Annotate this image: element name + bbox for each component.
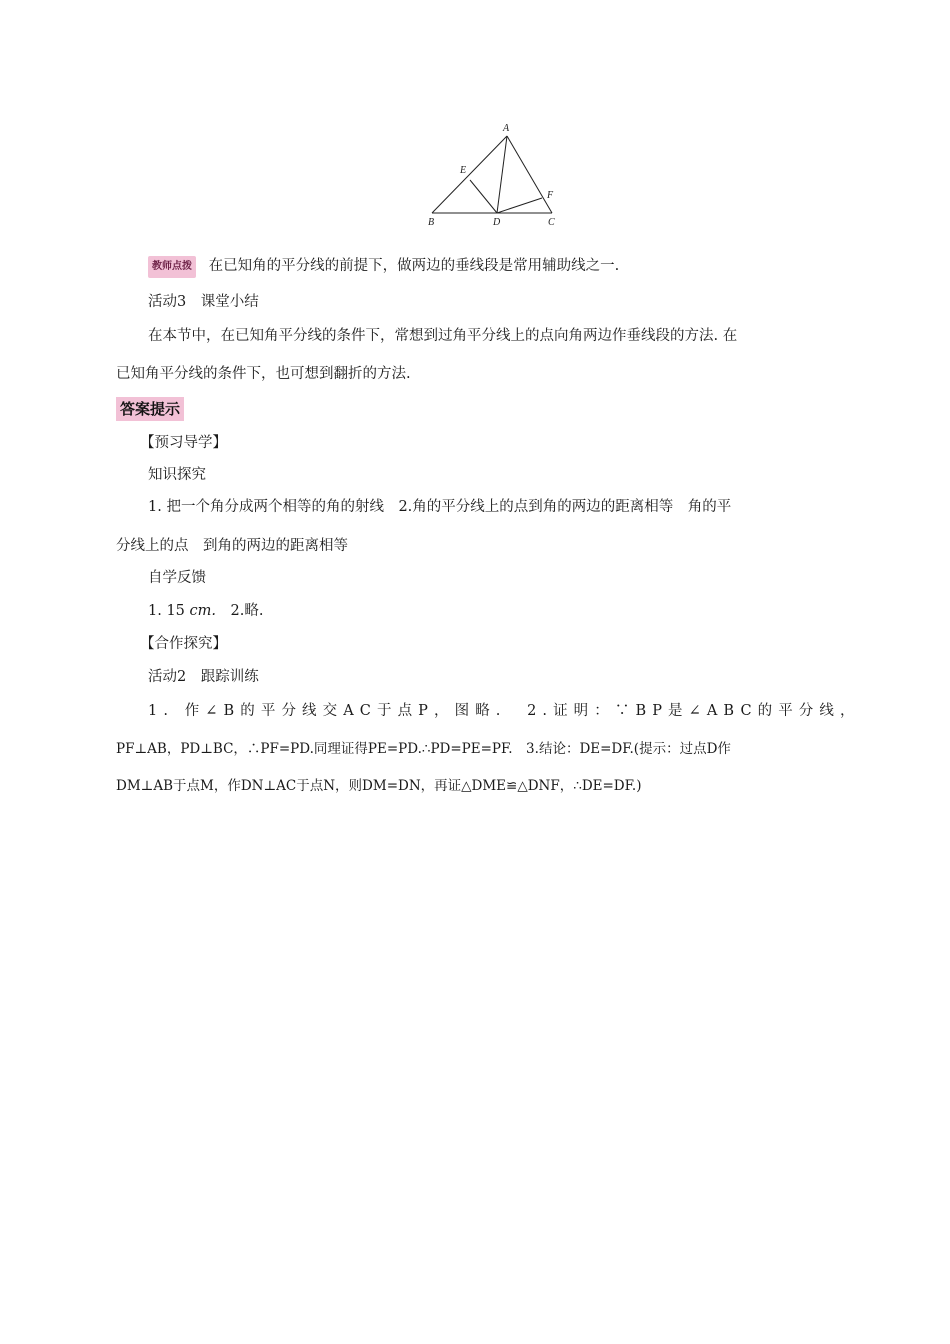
feedback-answers bbox=[148, 601, 868, 621]
segment-ac bbox=[507, 136, 552, 213]
label-d: D bbox=[493, 217, 501, 228]
feedback-suffix: 2.略. bbox=[216, 603, 264, 619]
coop-heading: 【合作探究】 bbox=[140, 636, 227, 652]
label-a: A bbox=[503, 123, 510, 134]
knowledge-line2: 分线上的点 到角的两边的距离相等 bbox=[116, 538, 348, 554]
triangle-figure bbox=[420, 118, 570, 230]
coop-line1: 1. 作∠B的平分线交AC于点P，图略. 2.证明：∵BP是∠ABC的平分线， bbox=[148, 703, 861, 719]
preview-heading: 【预习导学】 bbox=[140, 435, 227, 451]
teacher-tip bbox=[148, 256, 868, 278]
coop-line3: DM⊥AB于点M，作DN⊥AC于点N，则DM=DN，再证△DME≌△DNF，∴DE=DF.) bbox=[116, 778, 642, 794]
coop-line2: PF⊥AB，PD⊥BC，∴PF=PD.同理证得PE=PD.∴PD=PE=PF. 3.结论：DE=DF.(提示：过点D作 bbox=[116, 741, 731, 757]
label-e: E bbox=[460, 165, 467, 176]
label-f: F bbox=[547, 190, 554, 201]
label-c: C bbox=[548, 217, 555, 228]
activity3-line2: 已知角平分线的条件下，也可想到翻折的方法. bbox=[116, 366, 411, 382]
activity3-line1: 在本节中，在已知角平分线的条件下，常想到过角平分线上的点向角两边作垂线段的方法. 在 bbox=[148, 328, 738, 344]
label-b: B bbox=[428, 217, 435, 228]
knowledge-line1: 1. 把一个角分成两个相等的角的射线 2.角的平分线上的点到角的两边的距离相等 角的平 bbox=[148, 499, 732, 515]
segment-df bbox=[497, 198, 542, 213]
teacher-tip-tag: 教师点拨 bbox=[148, 256, 196, 278]
segment-ab bbox=[432, 136, 507, 213]
segment-ad bbox=[497, 136, 507, 213]
teacher-tip-text: 在已知角的平分线的前提下，做两边的垂线段是常用辅助线之一. bbox=[208, 258, 620, 274]
segment-de bbox=[470, 180, 497, 213]
knowledge-title: 知识探究 bbox=[148, 467, 206, 483]
activity3-title: 活动3 课堂小结 bbox=[148, 294, 259, 310]
feedback-unit: cm. bbox=[189, 603, 216, 619]
answers-tag: 答案提示 bbox=[116, 397, 184, 421]
triangle-diagram bbox=[420, 118, 570, 230]
activity2-title: 活动2 跟踪训练 bbox=[148, 669, 259, 685]
feedback-title: 自学反馈 bbox=[148, 570, 206, 586]
feedback-prefix: 1. 15 bbox=[148, 603, 190, 619]
